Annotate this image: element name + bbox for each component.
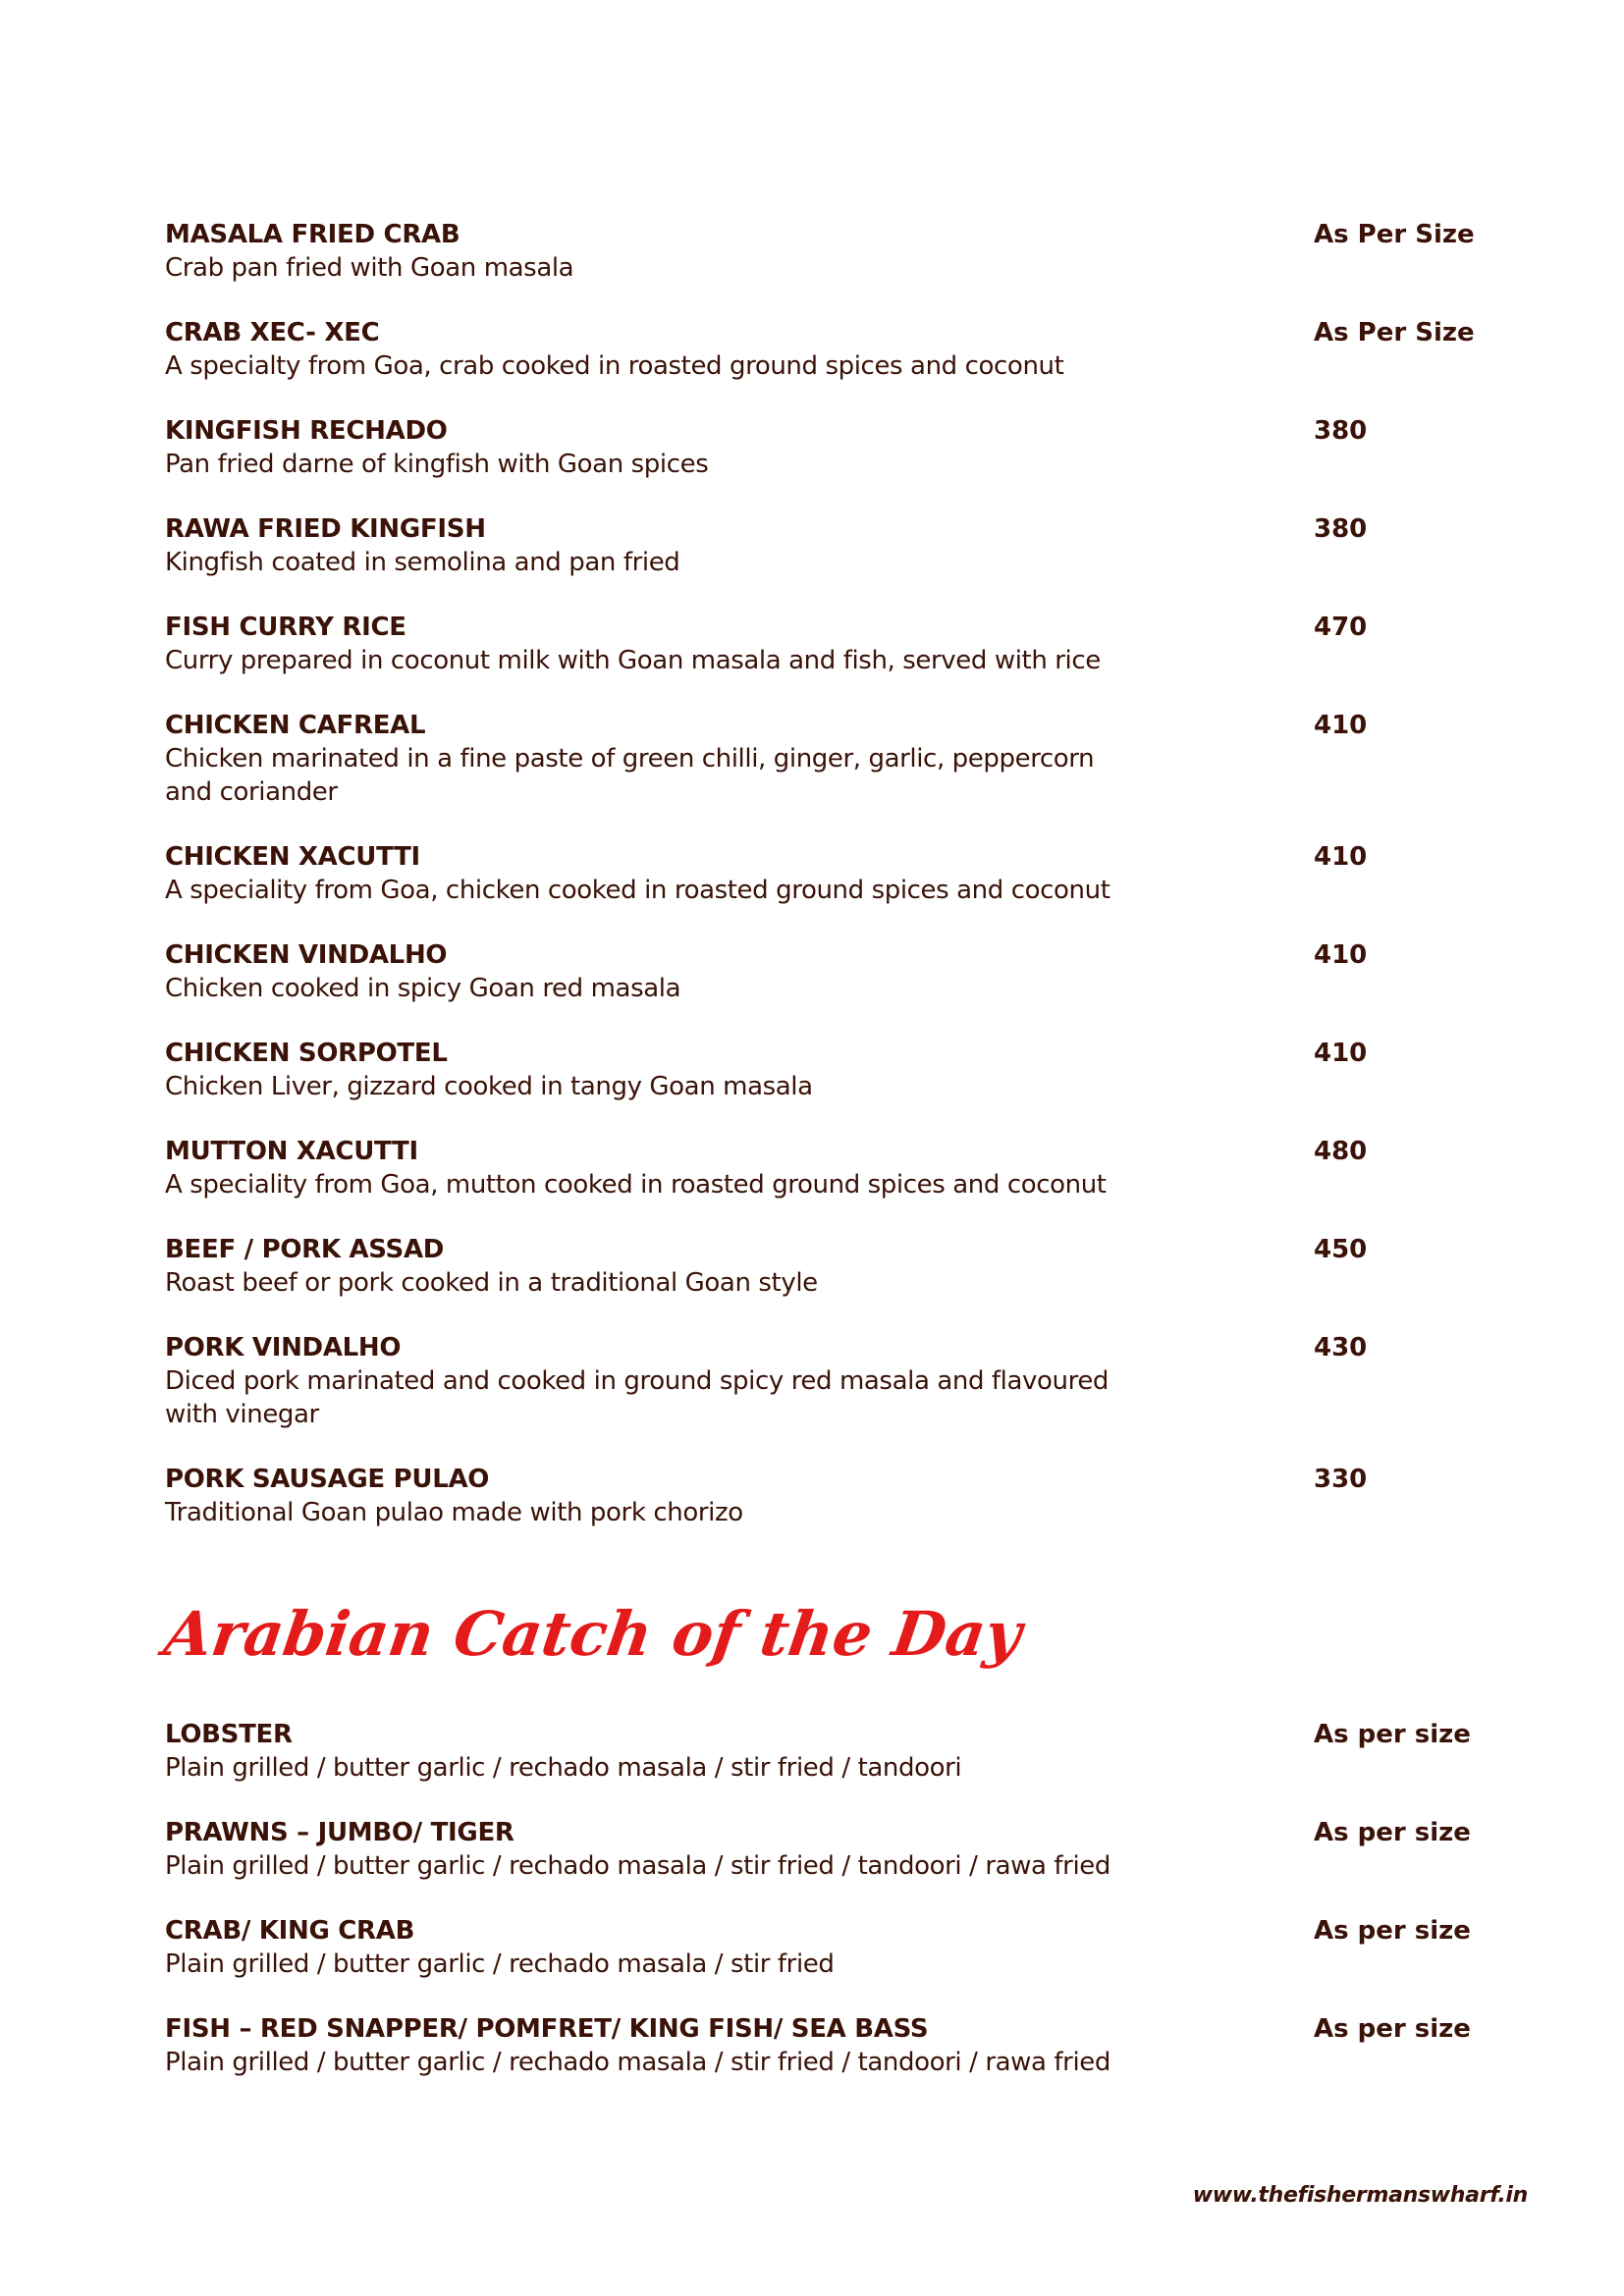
menu-item-name: RAWA FRIED KINGFISH (165, 514, 486, 544)
menu-item-description: A specialty from Goa, crab cooked in roasted ground spices and coconut (165, 351, 1064, 381)
menu-item (165, 1331, 1461, 1431)
menu-item-description: Plain grilled / butter garlic / rechado masala / stir fried / tandoori / rawa fried (165, 2048, 1110, 2077)
menu-item-name: PORK SAUSAGE PULAO (165, 1465, 490, 1494)
menu-item-price: 380 (1314, 416, 1368, 446)
menu-item-description: Plain grilled / butter garlic / rechado masala / stir fried / tandoori (165, 1753, 962, 1783)
menu-item-price: 480 (1314, 1137, 1368, 1166)
menu-item (165, 1233, 1461, 1300)
menu-item-price: As per size (1314, 2014, 1471, 2044)
menu-item-name: CHICKEN SORPOTEL (165, 1039, 448, 1068)
menu-item-price: 410 (1314, 1039, 1368, 1068)
menu-item-description: Chicken Liver, gizzard cooked in tangy Goan masala (165, 1072, 813, 1101)
menu-item-description: Pan fried darne of kingfish with Goan spices (165, 450, 709, 479)
menu-item-name: PORK VINDALHO (165, 1333, 402, 1362)
menu-item (165, 1914, 1471, 1981)
menu-item-price: 410 (1314, 940, 1368, 970)
menu-item-description: Diced pork marinated and cooked in ground spicy red masala and flavoured with vinegar (165, 1366, 1110, 1429)
catch-of-the-day-list (165, 1718, 1500, 2110)
website-url[interactable]: www.thefishermanswharf.in (1192, 2183, 1528, 2208)
menu-item (165, 1816, 1471, 1883)
menu-item (165, 1135, 1461, 1201)
menu-item-name: BEEF / PORK ASSAD (165, 1235, 445, 1264)
menu-item-price: As per size (1314, 1720, 1471, 1749)
menu-item (165, 512, 1461, 579)
menu-item-description: Curry prepared in coconut milk with Goan masala and fish, served with rice (165, 646, 1101, 675)
menu-item-name: MUTTON XACUTTI (165, 1137, 418, 1166)
menu-item (165, 938, 1461, 1005)
section-title-catch-of-the-day: Arabian Catch of the Day (159, 1598, 1026, 1670)
menu-item-name: CHICKEN CAFREAL (165, 711, 426, 740)
menu-item (165, 1037, 1461, 1103)
goan-specials-list (165, 218, 1500, 1561)
menu-item-name: FISH CURRY RICE (165, 613, 406, 642)
menu-item (165, 611, 1461, 677)
menu-item (165, 1463, 1461, 1529)
menu-item-price: 410 (1314, 711, 1368, 740)
menu-item-name: CHICKEN VINDALHO (165, 940, 448, 970)
menu-item-description: A speciality from Goa, chicken cooked in roasted ground spices and coconut (165, 876, 1110, 905)
menu-item (165, 414, 1461, 481)
menu-item-price: 470 (1314, 613, 1368, 642)
menu-item-description: Chicken cooked in spicy Goan red masala (165, 974, 681, 1003)
menu-item-name: CRAB/ KING CRAB (165, 1916, 415, 1946)
menu-item-price: As per size (1314, 1916, 1471, 1946)
menu-item-price: As Per Size (1314, 318, 1475, 347)
menu-item-name: CRAB XEC- XEC (165, 318, 380, 347)
menu-item-description: Roast beef or pork cooked in a traditional Goan style (165, 1268, 818, 1298)
menu-item-price: 450 (1314, 1235, 1368, 1264)
menu-item (165, 218, 1475, 285)
menu-item-description: Traditional Goan pulao made with pork chorizo (165, 1498, 743, 1527)
menu-item-description: Kingfish coated in semolina and pan fried (165, 548, 680, 577)
menu-item (165, 2012, 1471, 2079)
menu-item-description: Crab pan fried with Goan masala (165, 253, 574, 283)
menu-item-description: Plain grilled / butter garlic / rechado masala / stir fried / tandoori / rawa fried (165, 1851, 1110, 1881)
menu-item-price: 380 (1314, 514, 1368, 544)
menu-item-name: MASALA FRIED CRAB (165, 220, 460, 249)
menu-item-price: 410 (1314, 842, 1368, 872)
menu-item-price: As per size (1314, 1818, 1471, 1847)
menu-item-price: 430 (1314, 1333, 1368, 1362)
menu-item (165, 709, 1461, 809)
menu-item (165, 840, 1461, 907)
menu-item-name: PRAWNS – JUMBO/ TIGER (165, 1818, 514, 1847)
menu-item-price: 330 (1314, 1465, 1368, 1494)
menu-item-name: KINGFISH RECHADO (165, 416, 448, 446)
menu-item (165, 316, 1475, 383)
menu-item-name: LOBSTER (165, 1720, 293, 1749)
menu-item-description: Plain grilled / butter garlic / rechado masala / stir fried (165, 1949, 835, 1979)
menu-item-description: A speciality from Goa, mutton cooked in roasted ground spices and coconut (165, 1170, 1107, 1200)
menu-item-name: CHICKEN XACUTTI (165, 842, 420, 872)
menu-item (165, 1718, 1471, 1785)
menu-item-description: Chicken marinated in a fine paste of green chilli, ginger, garlic, peppercorn and coriander (165, 744, 1095, 807)
menu-item-name: FISH – RED SNAPPER/ POMFRET/ KING FISH/ SEA BASS (165, 2014, 929, 2044)
menu-item-price: As Per Size (1314, 220, 1475, 249)
